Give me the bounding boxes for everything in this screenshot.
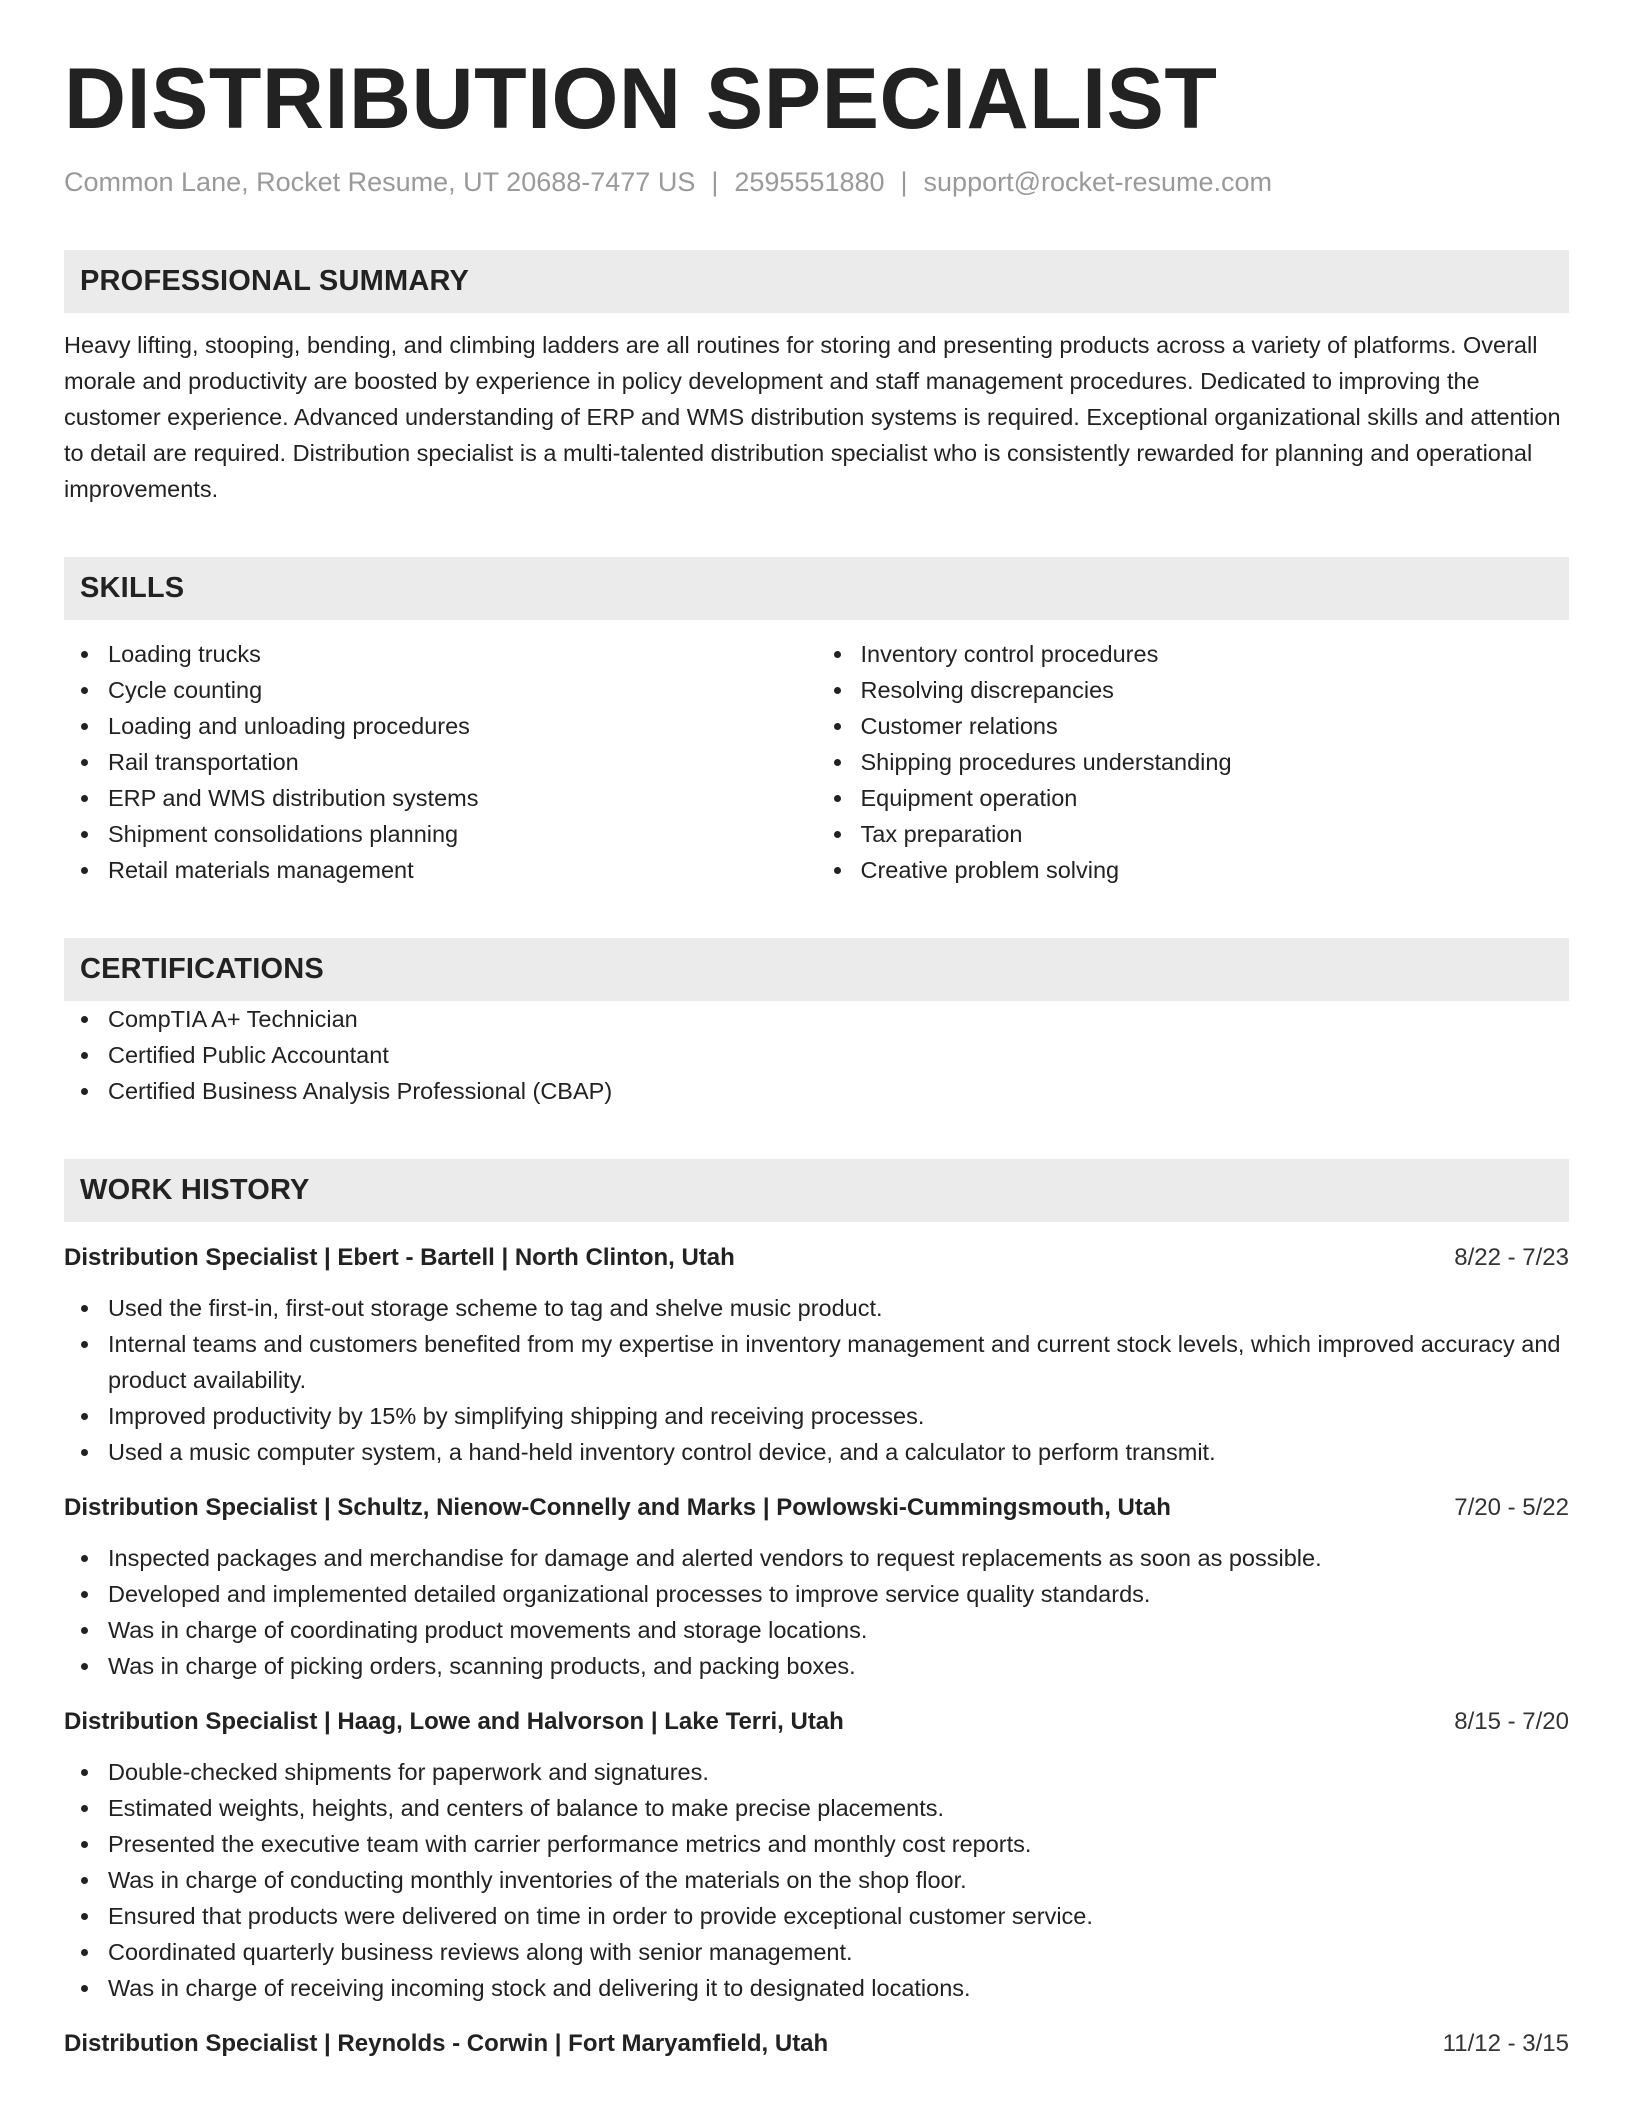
certification-item: CompTIA A+ Technician	[64, 1001, 1569, 1037]
skill-item: Shipping procedures understanding	[817, 744, 1570, 780]
certification-item: Certified Public Accountant	[64, 1037, 1569, 1073]
job-title: Distribution Specialist | Haag, Lowe and Halvorson | Lake Terri, Utah	[64, 1708, 844, 1736]
section-header-summary: PROFESSIONAL SUMMARY	[64, 250, 1569, 313]
job-bullet: Double-checked shipments for paperwork and signatures.	[64, 1754, 1569, 1790]
skill-item: Resolving discrepancies	[817, 672, 1570, 708]
job-dates: 11/12 - 3/15	[1442, 2030, 1569, 2058]
job-bullet: Coordinated quarterly business reviews along with senior management.	[64, 1934, 1569, 1970]
skill-item: Customer relations	[817, 708, 1570, 744]
section-header-certifications: CERTIFICATIONS	[64, 938, 1569, 1001]
job-bullet: Used a music computer system, a hand-held inventory control device, and a calculator to perform transmit.	[64, 1434, 1569, 1470]
skills-list	[64, 636, 1569, 888]
job-title: Distribution Specialist | Ebert - Bartell | North Clinton, Utah	[64, 1244, 735, 1272]
job-title: Distribution Specialist | Schultz, Nienow-Connelly and Marks | Powlowski-Cummingsmouth, Utah	[64, 1494, 1171, 1522]
job-header	[64, 1240, 1569, 1276]
job-bullet: Internal teams and customers benefited from my expertise in inventory management and current stock levels, which improved accuracy and product availability.	[64, 1326, 1569, 1398]
contact-line	[64, 166, 1569, 198]
skill-item: Inventory control procedures	[817, 636, 1570, 672]
job-bullet: Improved productivity by 15% by simplifying shipping and receiving processes.	[64, 1398, 1569, 1434]
job-header	[64, 1704, 1569, 1740]
resume-name: DISTRIBUTION SPECIALIST	[64, 51, 1218, 147]
job-bullet: Presented the executive team with carrier performance metrics and monthly cost reports.	[64, 1826, 1569, 1862]
job-dates: 7/20 - 5/22	[1454, 1494, 1569, 1522]
skill-item: Equipment operation	[817, 780, 1570, 816]
job-dates: 8/15 - 7/20	[1454, 1708, 1569, 1736]
job-bullet: Was in charge of picking orders, scanning products, and packing boxes.	[64, 1648, 1569, 1684]
job-bullets	[64, 1754, 1569, 2006]
skills-column-left	[64, 636, 817, 888]
job-bullet: Was in charge of coordinating product movements and storage locations.	[64, 1612, 1569, 1648]
contact-phone: 2595551880	[734, 167, 885, 197]
job-bullets	[64, 1540, 1569, 1684]
job-bullet: Used the first-in, first-out storage scheme to tag and shelve music product.	[64, 1290, 1569, 1326]
skill-item: Cycle counting	[64, 672, 817, 708]
job-bullet: Inspected packages and merchandise for damage and alerted vendors to request replacements as soon as possible.	[64, 1540, 1569, 1576]
skill-item: Retail materials management	[64, 852, 817, 888]
section-header-work-history: WORK HISTORY	[64, 1159, 1569, 1222]
job-dates: 8/22 - 7/23	[1454, 1244, 1569, 1272]
contact-separator: |	[711, 167, 719, 197]
job-bullet: Estimated weights, heights, and centers of balance to make precise placements.	[64, 1790, 1569, 1826]
certification-item: Certified Business Analysis Professional (CBAP)	[64, 1073, 1569, 1109]
job-entry	[64, 2026, 1569, 2062]
job-bullet: Was in charge of receiving incoming stock and delivering it to designated locations.	[64, 1970, 1569, 2006]
job-entry	[64, 1490, 1569, 1684]
contact-separator: |	[900, 167, 908, 197]
section-header-skills: SKILLS	[64, 557, 1569, 620]
job-bullet: Ensured that products were delivered on time in order to provide exceptional customer service.	[64, 1898, 1569, 1934]
job-bullet: Was in charge of conducting monthly inventories of the materials on the shop floor.	[64, 1862, 1569, 1898]
job-bullet: Developed and implemented detailed organizational processes to improve service quality standards.	[64, 1576, 1569, 1612]
skill-item: Tax preparation	[817, 816, 1570, 852]
skill-item: Loading and unloading procedures	[64, 708, 817, 744]
skill-item: Creative problem solving	[817, 852, 1570, 888]
job-entry	[64, 1240, 1569, 1470]
summary-text: Heavy lifting, stooping, bending, and climbing ladders are all routines for storing and presenting products across a variety of platforms. Overall morale and productivity are boosted by experience in policy development and staff management procedures. Dedicated to improving the customer experience. Advanced understanding of ERP and WMS distribution systems is required. Exceptional organizational skills and attention to detail are required. Distribution specialist is a multi-talented distribution specialist who is consistently rewarded for planning and operational improvements.	[64, 332, 1561, 503]
job-bullets	[64, 1290, 1569, 1470]
contact-address: Common Lane, Rocket Resume, UT 20688-7477 US	[64, 167, 696, 197]
certifications-list	[64, 1001, 1569, 1109]
job-entry	[64, 1704, 1569, 2006]
skill-item: Loading trucks	[64, 636, 817, 672]
skill-item: Rail transportation	[64, 744, 817, 780]
skills-column-right	[817, 636, 1570, 888]
contact-email: support@rocket-resume.com	[923, 167, 1273, 197]
job-title: Distribution Specialist | Reynolds - Corwin | Fort Maryamfield, Utah	[64, 2030, 829, 2058]
job-header	[64, 1490, 1569, 1526]
skill-item: Shipment consolidations planning	[64, 816, 817, 852]
skill-item: ERP and WMS distribution systems	[64, 780, 817, 816]
job-header	[64, 2026, 1569, 2062]
